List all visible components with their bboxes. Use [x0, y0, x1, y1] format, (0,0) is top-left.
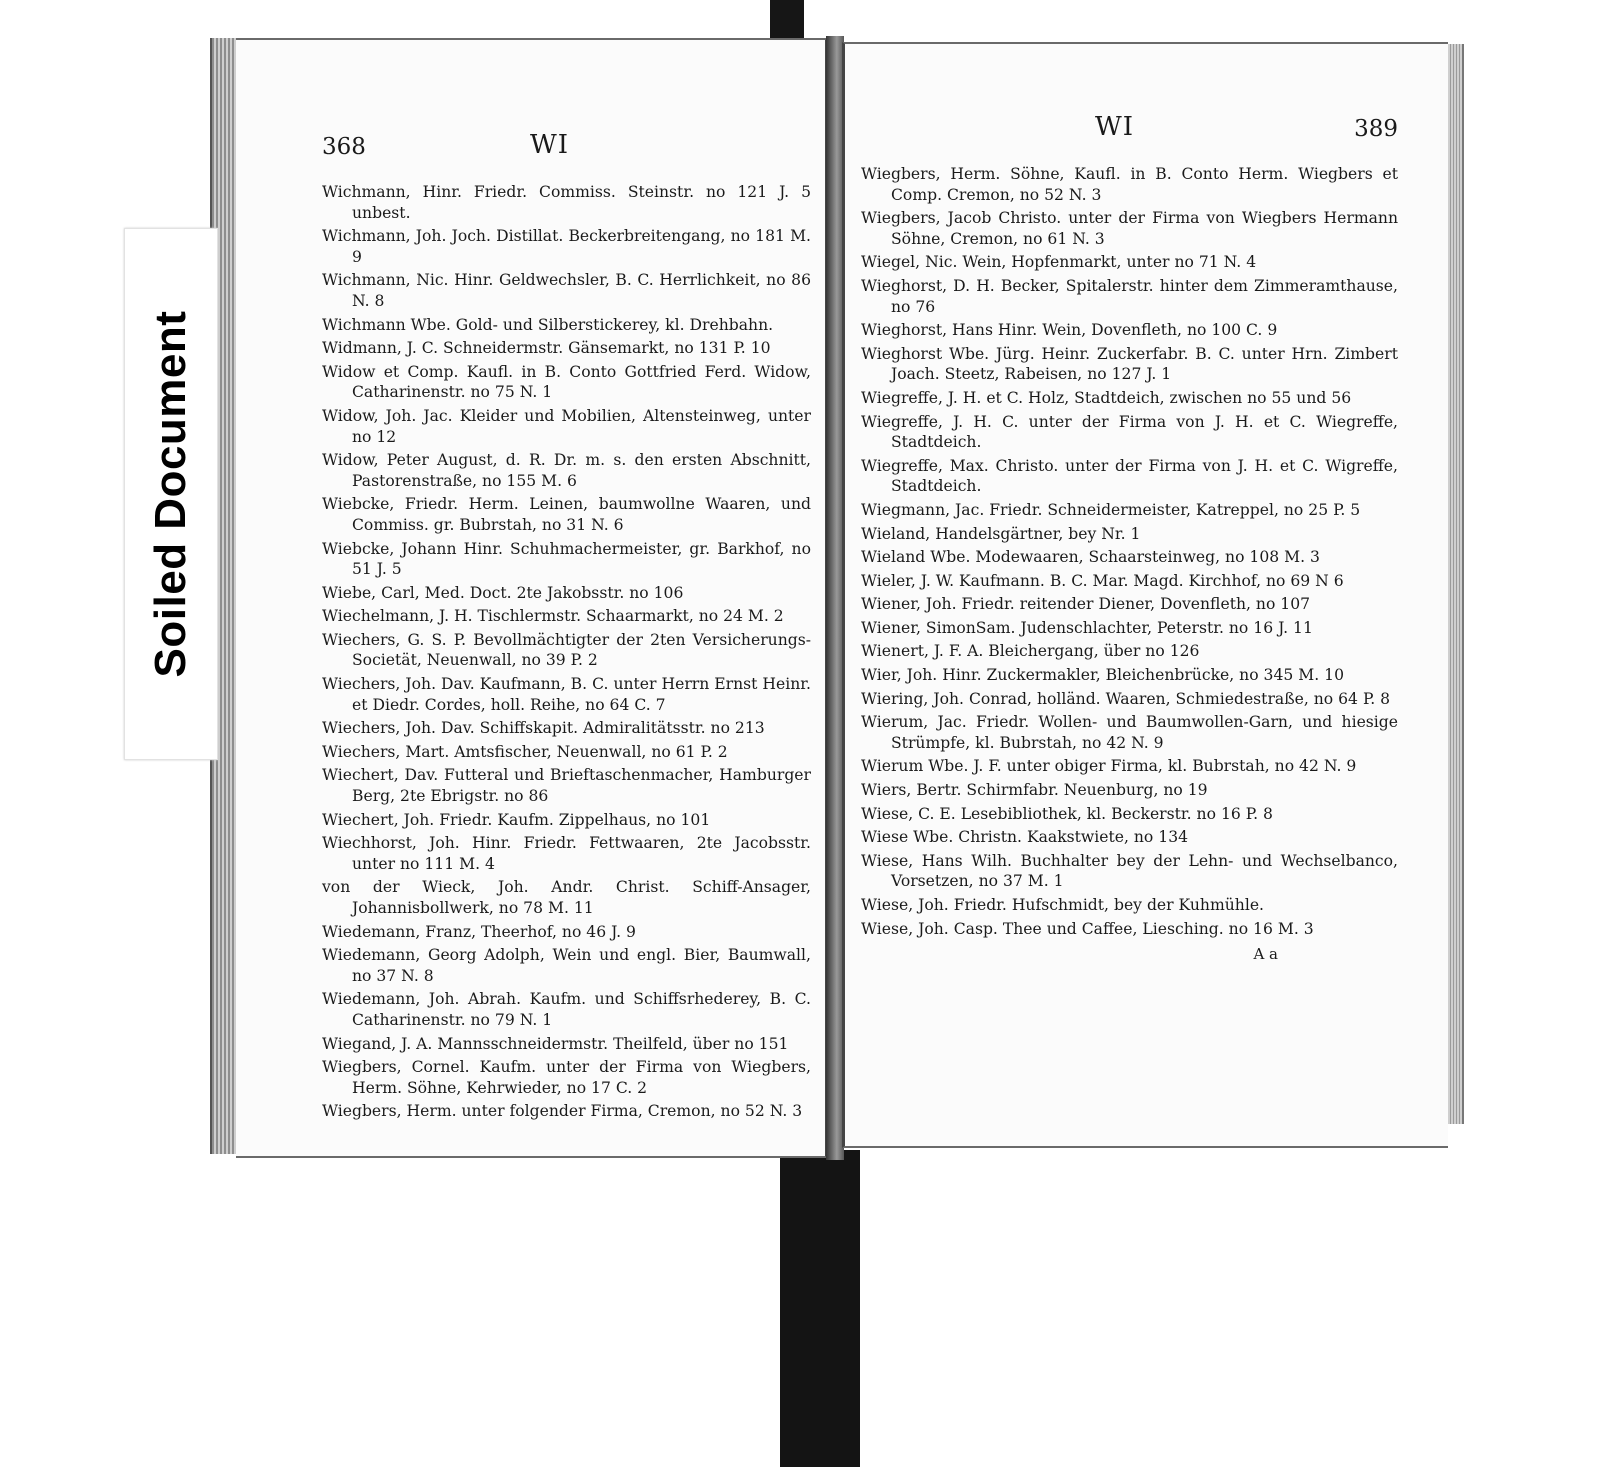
directory-entry: Wiese Wbe. Christn. Kaakstwiete, no 134 — [861, 828, 1189, 847]
soiled-document-label — [124, 228, 218, 760]
directory-entry: Wiechhorst, Joh. Hinr. Friedr. Fettwaaren, 2te Jacobsstr. unter no 111 M. 4 — [322, 834, 811, 873]
directory-entry: Wiener, SimonSam. Judenschlachter, Peterstr. no 16 J. 11 — [861, 618, 1313, 637]
catchword: A a — [1253, 945, 1278, 964]
directory-entry: Widow, Joh. Jac. Kleider und Mobilien, Altensteinweg, unter no 12 — [322, 406, 811, 446]
directory-entry: Wiebcke, Johann Hinr. Schuhmachermeister, gr. Barkhof, no 51 J. 5 — [322, 539, 811, 579]
directory-entry: Wiechert, Joh. Friedr. Kaufm. Zippelhaus, no 101 — [322, 810, 711, 829]
directory-entry: Wiers, Bertr. Schirmfabr. Neuenburg, no 19 — [861, 781, 1208, 800]
right-page-header — [861, 112, 1398, 164]
left-entry-list — [322, 182, 811, 1122]
directory-entry: Wier, Joh. Hinr. Zuckermakler, Bleichenbrücke, no 345 M. 10 — [861, 666, 1344, 685]
open-book — [210, 36, 1470, 1160]
directory-entry: Wiegreffe, Max. Christo. unter der Firma von J. H. et C. Wigreffe, Stadtdeich. — [861, 456, 1398, 496]
left-page-number: 368 — [322, 134, 366, 160]
directory-entry: Wichmann, Nic. Hinr. Geldwechsler, B. C. Herrlichkeit, no 86 N. 8 — [322, 271, 811, 310]
directory-entry: Widmann, J. C. Schneidermstr. Gänsemarkt, no 131 P. 10 — [322, 339, 771, 358]
directory-entry: Wiedemann, Georg Adolph, Wein und engl. Bier, Baumwall, no 37 N. 8 — [322, 946, 811, 985]
directory-entry: Wiegbers, Herm. unter folgender Firma, Cremon, no 52 N. 3 — [322, 1102, 803, 1121]
directory-entry: Wichmann Wbe. Gold- und Silberstickerey, kl. Drehbahn. — [322, 315, 774, 334]
directory-entry: Wiegbers, Jacob Christo. unter der Firma von Wiegbers Hermann Söhne, Cremon, no 61 N. 3 — [861, 209, 1398, 248]
directory-entry: Widow, Peter August, d. R. Dr. m. s. den ersten Abschnitt, Pastorenstraße, no 155 M. 6 — [322, 451, 811, 490]
directory-entry: Wieler, J. W. Kaufmann. B. C. Mar. Magd. Kirchhof, no 69 N 6 — [861, 571, 1344, 590]
directory-entry: Wiegmann, Jac. Friedr. Schneidermeister, Katreppel, no 25 P. 5 — [861, 500, 1361, 519]
directory-entry: Wiebe, Carl, Med. Doct. 2te Jakobsstr. no 106 — [322, 583, 684, 602]
directory-entry: Wiese, Joh. Friedr. Hufschmidt, bey der Kuhmühle. — [861, 896, 1265, 914]
right-page — [842, 42, 1448, 1148]
directory-entry: Wiechers, Joh. Dav. Kaufmann, B. C. unter Herrn Ernst Heinr. et Diedr. Cordes, holl. Reihe, no 64 C. 7 — [322, 675, 811, 714]
right-running-head: WI — [1095, 112, 1134, 142]
directory-entry: Wiener, Joh. Friedr. reitender Diener, Dovenfleth, no 107 — [861, 595, 1311, 614]
directory-entry: Wierum, Jac. Friedr. Wollen- und Baumwollen-Garn, und hiesige Strümpfe, kl. Bubrstah, no 42 N. 9 — [861, 713, 1398, 752]
directory-entry: Wiegreffe, J. H. et C. Holz, Stadtdeich, zwischen no 55 und 56 — [861, 388, 1352, 407]
right-page-number: 389 — [1354, 116, 1398, 142]
spine-strip-bottom — [780, 1150, 860, 1467]
directory-entry: Wiedemann, Joh. Abrah. Kaufm. und Schiffsrhederey, B. C. Catharinenstr. no 79 N. 1 — [322, 990, 811, 1029]
directory-entry: Wieghorst Wbe. Jürg. Heinr. Zuckerfabr. B. C. unter Hrn. Zimbert Joach. Steetz, Rabeisen, no 127 J. 1 — [861, 344, 1398, 384]
page-edges-right — [1448, 44, 1464, 1124]
directory-entry: Wiese, Joh. Casp. Thee und Caffee, Liesching. no 16 M. 3 — [861, 919, 1314, 938]
directory-entry: Wiegand, J. A. Mannsschneidermstr. Theilfeld, über no 151 — [322, 1034, 789, 1053]
directory-entry: Wiechelmann, J. H. Tischlermstr. Schaarmarkt, no 24 M. 2 — [322, 607, 784, 626]
directory-entry: Wiegbers, Herm. Söhne, Kaufl. in B. Conto Herm. Wiegbers et Comp. Cremon, no 52 N. 3 — [861, 165, 1398, 204]
directory-entry: Wichmann, Joh. Joch. Distillat. Beckerbreitengang, no 181 M. 9 — [322, 227, 811, 266]
right-entry-list — [861, 164, 1398, 939]
directory-entry: Wienert, J. F. A. Bleichergang, über no 126 — [861, 642, 1200, 661]
directory-entry: Wiechers, G. S. P. Bevollmächtigter der 2ten Versicherungs-Societät, Neuenwall, no 39 P. 2 — [322, 630, 811, 670]
left-running-head: WI — [530, 130, 569, 160]
directory-entry: Wieland, Handelsgärtner, bey Nr. 1 — [861, 524, 1141, 543]
directory-entry: Wiering, Joh. Conrad, holländ. Waaren, Schmiedestraße, no 64 P. 8 — [861, 689, 1391, 708]
directory-entry: Wiese, C. E. Lesebibliothek, kl. Beckerstr. no 16 P. 8 — [861, 804, 1273, 823]
directory-entry: Wichmann, Hinr. Friedr. Commiss. Steinstr. no 121 J. 5 unbest. — [322, 183, 811, 222]
directory-entry: Wieland Wbe. Modewaaren, Schaarsteinweg, no 108 M. 3 — [861, 548, 1320, 567]
directory-entry: Wieghorst, D. H. Becker, Spitalerstr. hinter dem Zimmeramthause, no 76 — [861, 276, 1398, 316]
directory-entry: Wiegreffe, J. H. C. unter der Firma von J. H. et C. Wiegreffe, Stadtdeich. — [861, 412, 1398, 452]
directory-entry: Wiegbers, Cornel. Kaufm. unter der Firma von Wiegbers, Herm. Söhne, Kehrwieder, no 17 C. 2 — [322, 1058, 811, 1097]
directory-entry: Wiechers, Mart. Amtsfischer, Neuenwall, no 61 P. 2 — [322, 742, 728, 761]
directory-entry: Wiedemann, Franz, Theerhof, no 46 J. 9 — [322, 922, 636, 941]
left-page-header — [322, 130, 811, 182]
soiled-document-text: Soiled Document — [146, 310, 195, 678]
directory-entry: Wiebcke, Friedr. Herm. Leinen, baumwollne Waaren, und Commiss. gr. Bubrstah, no 31 N. 6 — [322, 495, 811, 534]
directory-entry: Wierum Wbe. J. F. unter obiger Firma, kl. Bubrstah, no 42 N. 9 — [861, 757, 1357, 776]
directory-entry: Wiechert, Dav. Futteral und Brieftaschenmacher, Hamburger Berg, 2te Ebrigstr. no 86 — [322, 766, 811, 806]
directory-entry: Wiegel, Nic. Wein, Hopfenmarkt, unter no 71 N. 4 — [861, 253, 1257, 272]
directory-entry: von der Wieck, Joh. Andr. Christ. Schiff-Ansager, Johannisbollwerk, no 78 M. 11 — [322, 878, 811, 917]
left-page — [236, 38, 828, 1158]
directory-entry: Wiese, Hans Wilh. Buchhalter bey der Lehn- und Wechselbanco, Vorsetzen, no 37 M. 1 — [861, 851, 1398, 891]
directory-entry: Wieghorst, Hans Hinr. Wein, Dovenfleth, no 100 C. 9 — [861, 321, 1278, 340]
directory-entry: Widow et Comp. Kaufl. in B. Conto Gottfried Ferd. Widow, Catharinenstr. no 75 N. 1 — [322, 362, 811, 402]
directory-entry: Wiechers, Joh. Dav. Schiffskapit. Admiralitätsstr. no 213 — [322, 719, 765, 738]
